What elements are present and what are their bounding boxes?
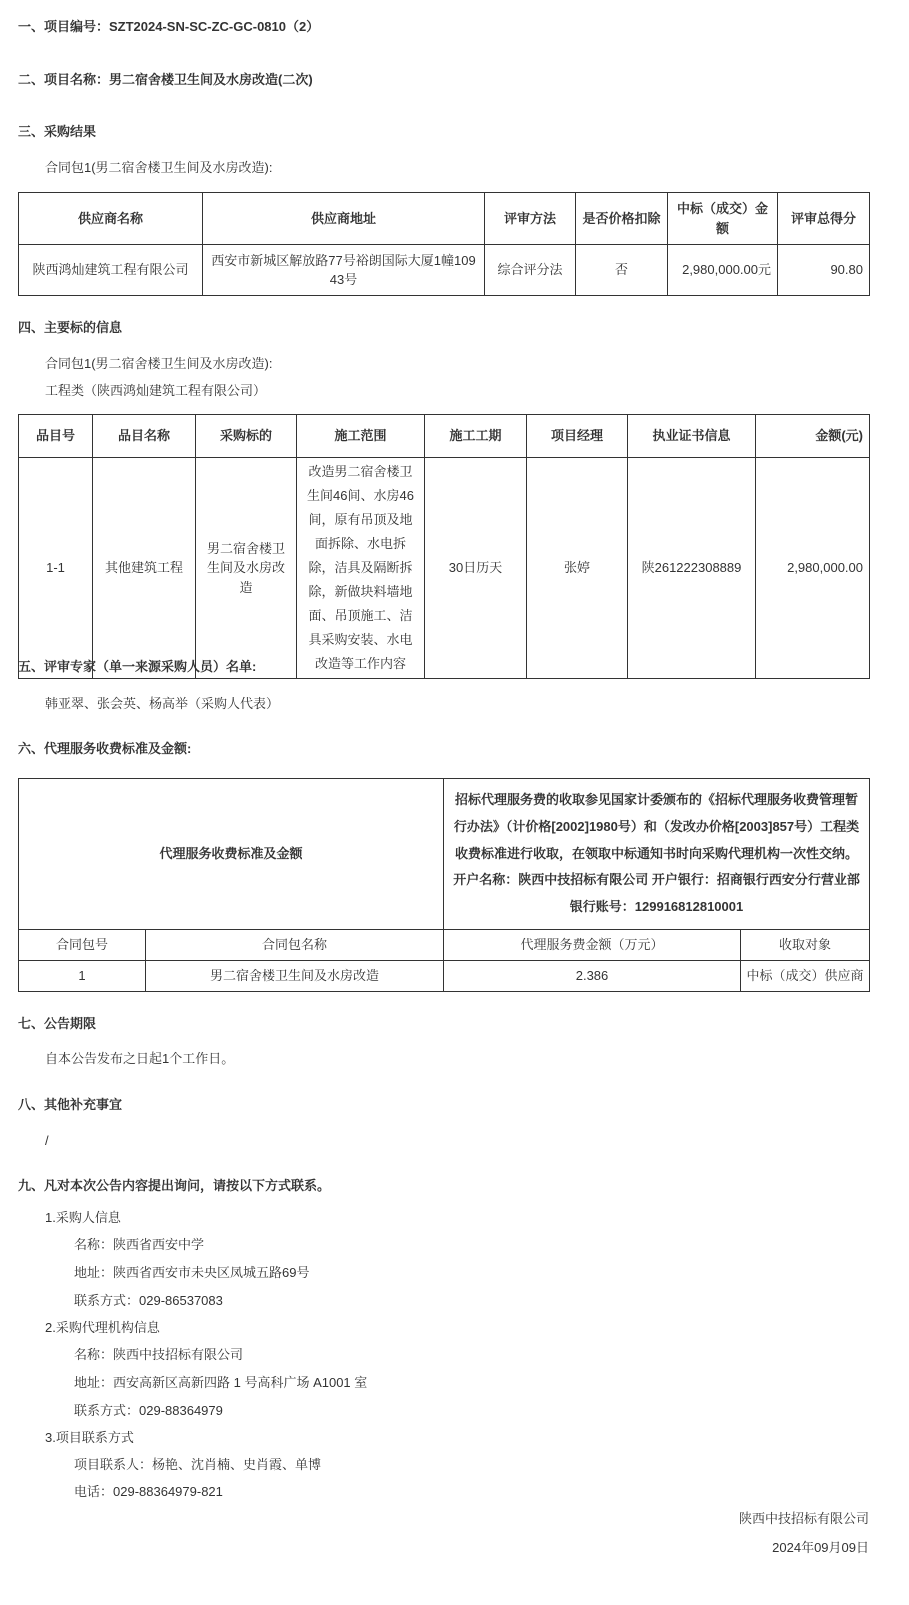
result-table — [18, 192, 870, 296]
subject-scope: 改造男二宿舍楼卫生间46间、水房46间，原有吊顶及地面拆除、水电拆除，洁具及隔断拆除，新做块料墙地面、吊顶施工、洁具采购安装、水电改造等工作内容 — [297, 458, 425, 679]
result-discount: 否 — [576, 245, 668, 296]
result-score: 90.80 — [778, 245, 870, 296]
subject-row — [19, 458, 870, 679]
subject-header-item: 品目名称 — [93, 415, 196, 458]
result-address: 西安市新城区解放路77号裕朗国际大厦1幢10943号 — [203, 245, 485, 296]
subject-header-row — [19, 415, 870, 458]
fee-header-row — [19, 930, 870, 961]
fee-header-package-no: 合同包号 — [19, 930, 146, 961]
result-row — [19, 245, 870, 296]
agency-title: 2.采购代理机构信息 — [45, 1320, 160, 1335]
signature-org: 陕西中技招标有限公司 — [738, 1511, 869, 1526]
purchaser-phone: 联系方式：029-86537083 — [74, 1293, 223, 1308]
subject-package: 合同包1(男二宿舍楼卫生间及水房改造): — [45, 356, 273, 371]
section-other: 八、其他补充事宜 — [18, 1097, 123, 1112]
agency-phone: 联系方式：029-88364979 — [74, 1403, 223, 1418]
subject-code: 1-1 — [19, 458, 93, 679]
result-supplier: 陕西鸿灿建筑工程有限公司 — [19, 245, 203, 296]
fee-target: 中标（成交）供应商 — [741, 961, 870, 992]
fee-amount: 2.386 — [444, 961, 741, 992]
purchaser-name: 名称：陕西省西安中学 — [74, 1237, 205, 1252]
subject-header-target: 采购标的 — [196, 415, 297, 458]
subject-amount: 2,980,000.00 — [756, 458, 870, 679]
result-header-address: 供应商地址 — [203, 193, 485, 245]
subject-certificate: 陕261222308889 — [628, 458, 756, 679]
fee-header-target: 收取对象 — [741, 930, 870, 961]
experts-list: 韩亚翠、张会英、杨高举（采购人代表） — [45, 696, 280, 711]
subject-header-certificate: 执业证书信息 — [628, 415, 756, 458]
result-header-score: 评审总得分 — [778, 193, 870, 245]
purchaser-address: 地址：陕西省西安市未央区凤城五路69号 — [74, 1265, 310, 1280]
section-procurement-result: 三、采购结果 — [18, 124, 97, 139]
fee-package-name: 男二宿舍楼卫生间及水房改造 — [146, 961, 444, 992]
fee-description: 招标代理服务费的收取参见国家计委颁布的《招标代理服务收费管理暂行办法》（计价格[2002]1980号）和（发改办价格[2003]857号）工程类收费标准进行收取，在领取中标通知书时向采购代理机构一次性交纳。 开户名称：陕西中技招标有限公司 开户银行：招商银行西安分行营业部 银行账号：129916812810001 — [444, 779, 870, 930]
subject-header-scope: 施工范围 — [297, 415, 425, 458]
project-contact-people: 项目联系人：杨艳、沈肖楠、史肖霞、单博 — [74, 1457, 322, 1472]
fee-table — [18, 778, 870, 992]
subject-item: 其他建筑工程 — [93, 458, 196, 679]
fee-package-no: 1 — [19, 961, 146, 992]
result-package: 合同包1(男二宿舍楼卫生间及水房改造): — [45, 160, 273, 175]
subject-header-code: 品目号 — [19, 415, 93, 458]
section-contact: 九、凡对本次公告内容提出询问，请按以下方式联系。 — [18, 1178, 331, 1193]
subject-header-duration: 施工工期 — [425, 415, 527, 458]
fee-header-amount: 代理服务费金额（万元） — [444, 930, 741, 961]
purchaser-title: 1.采购人信息 — [45, 1210, 121, 1225]
result-header-amount: 中标（成交）金额 — [668, 193, 778, 245]
subject-table — [18, 414, 870, 679]
signature-date: 2024年09月09日 — [772, 1540, 869, 1555]
result-header-row — [19, 193, 870, 245]
section-agency-fee: 六、代理服务收费标准及金额: — [18, 741, 192, 756]
result-header-discount: 是否价格扣除 — [576, 193, 668, 245]
section-project-name: 二、项目名称：男二宿舍楼卫生间及水房改造(二次) — [18, 72, 313, 87]
agency-address: 地址：西安高新区高新四路 1 号高科广场 A1001 室 — [74, 1375, 368, 1390]
fee-header-package-name: 合同包名称 — [146, 930, 444, 961]
result-method: 综合评分法 — [485, 245, 576, 296]
period-text: 自本公告发布之日起1个工作日。 — [45, 1051, 235, 1066]
subject-manager: 张婷 — [527, 458, 628, 679]
fee-desc-row — [19, 779, 870, 930]
result-header-supplier: 供应商名称 — [19, 193, 203, 245]
result-header-method: 评审方法 — [485, 193, 576, 245]
project-contact-title: 3.项目联系方式 — [45, 1430, 134, 1445]
fee-label: 代理服务收费标准及金额 — [19, 779, 444, 930]
project-contact-phone: 电话：029-88364979-821 — [74, 1484, 223, 1499]
subject-target: 男二宿舍楼卫生间及水房改造 — [196, 458, 297, 679]
section-project-number: 一、项目编号：SZT2024-SN-SC-ZC-GC-0810（2） — [18, 19, 320, 34]
section-experts: 五、评审专家（单一来源采购人员）名单: — [18, 659, 257, 674]
agency-name: 名称：陕西中技招标有限公司 — [74, 1347, 244, 1362]
subject-category: 工程类（陕西鸿灿建筑工程有限公司） — [45, 383, 267, 398]
section-subject-info: 四、主要标的信息 — [18, 320, 123, 335]
section-period: 七、公告期限 — [18, 1016, 97, 1031]
other-text: / — [45, 1133, 49, 1148]
subject-header-manager: 项目经理 — [527, 415, 628, 458]
subject-header-amount: 金额(元) — [756, 415, 870, 458]
fee-row — [19, 961, 870, 992]
subject-duration: 30日历天 — [425, 458, 527, 679]
result-amount: 2,980,000.00元 — [668, 245, 778, 296]
